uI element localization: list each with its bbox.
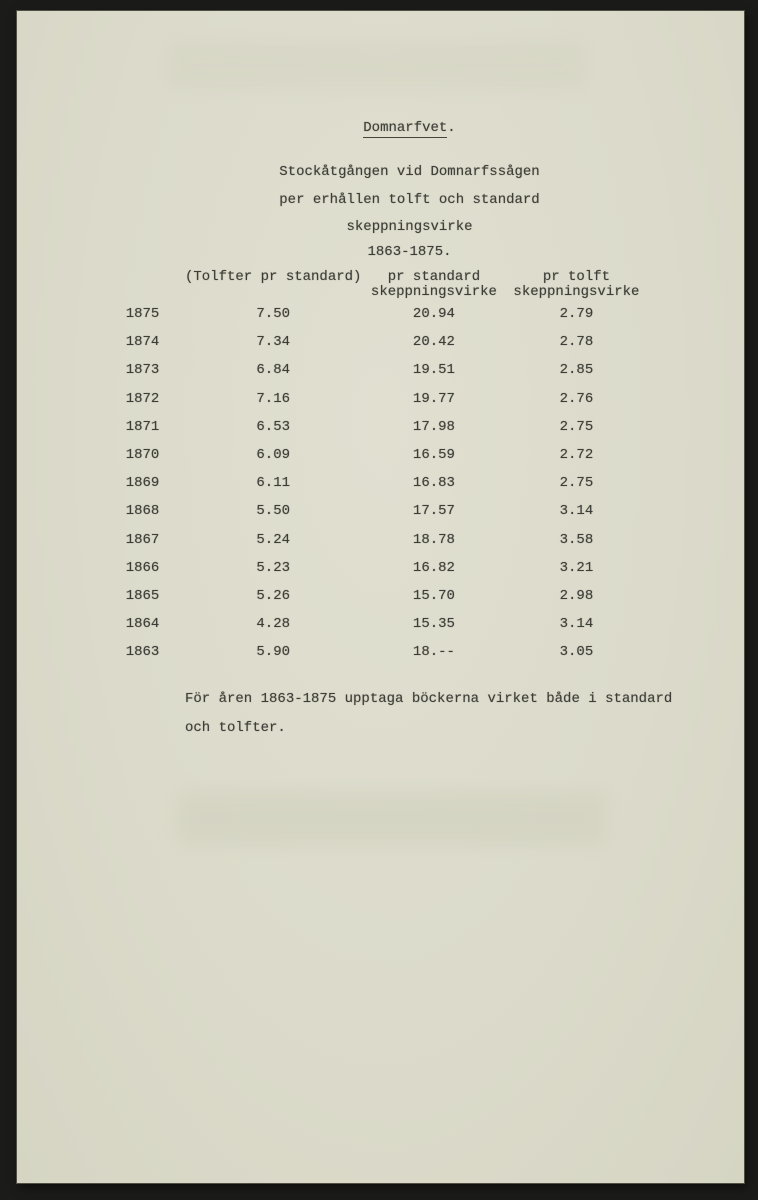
- table-row: [100, 554, 646, 582]
- pr-standard-cell: 18.78: [412, 531, 455, 548]
- year-cell: 1872: [125, 390, 160, 407]
- pr-tolft-cell: 2.75: [559, 475, 594, 492]
- table-row: [100, 385, 646, 413]
- table-row: [100, 328, 646, 356]
- table-row: [100, 413, 646, 441]
- pr-tolft-cell: 3.05: [559, 644, 594, 661]
- tolfter-cell: 7.16: [256, 390, 291, 407]
- pr-standard-cell: 15.70: [412, 587, 455, 604]
- pr-standard-cell: 19.51: [412, 362, 455, 379]
- tolfter-cell: 4.28: [256, 616, 291, 633]
- pr-standard-cell: 20.94: [412, 306, 455, 323]
- table-row: [100, 469, 646, 497]
- pr-standard-cell: 20.42: [412, 334, 455, 351]
- tolfter-cell: 6.09: [256, 447, 291, 464]
- pr-tolft-cell: 2.79: [559, 306, 594, 323]
- header-tolfter-pr-standard: (Tolfter pr standard): [185, 269, 362, 285]
- subtitle-line-4: 1863-1875.: [367, 244, 452, 260]
- pr-standard-cell: 15.35: [412, 616, 455, 633]
- footnote-line-1: För åren 1863-1875 upptaga böckerna virket både i standard: [185, 691, 673, 707]
- tolfter-cell: 7.50: [256, 306, 291, 323]
- document-page: [17, 11, 744, 1183]
- year-cell: 1875: [125, 306, 160, 323]
- header-year: [100, 270, 185, 300]
- year-cell: 1868: [125, 503, 160, 520]
- table-row: [100, 356, 646, 384]
- table-row: [100, 610, 646, 638]
- pr-tolft-cell: 2.85: [559, 362, 594, 379]
- stock-usage-table: [100, 270, 646, 666]
- pr-standard-cell: 16.82: [412, 559, 455, 576]
- tolfter-cell: 5.23: [256, 559, 291, 576]
- pr-standard-cell: 18.--: [412, 644, 455, 661]
- year-cell: 1865: [125, 587, 160, 604]
- header-pr-standard: pr standard skeppningsvirke: [370, 269, 497, 300]
- year-cell: 1870: [125, 447, 160, 464]
- pr-standard-cell: 17.98: [412, 418, 455, 435]
- tolfter-cell: 6.53: [256, 418, 291, 435]
- pr-tolft-cell: 3.14: [559, 616, 594, 633]
- year-cell: 1867: [125, 531, 160, 548]
- ink-bleed-through: [167, 41, 587, 91]
- subtitle-line-1: Stockåtgången vid Domnarfssågen: [279, 164, 540, 180]
- pr-tolft-cell: 3.21: [559, 559, 594, 576]
- page-title-period: .: [447, 120, 456, 136]
- tolfter-cell: 5.50: [256, 503, 291, 520]
- pr-standard-cell: 19.77: [412, 390, 455, 407]
- table-row: [100, 582, 646, 610]
- table-row: [100, 300, 646, 328]
- header-pr-tolft: pr tolft skeppningsvirke: [513, 269, 640, 300]
- year-cell: 1874: [125, 334, 160, 351]
- pr-standard-cell: 17.57: [412, 503, 455, 520]
- subtitle-line-2: per erhållen tolft och standard: [279, 192, 540, 208]
- pr-tolft-cell: 3.14: [559, 503, 594, 520]
- tolfter-cell: 6.84: [256, 362, 291, 379]
- tolfter-cell: 5.26: [256, 587, 291, 604]
- pr-standard-cell: 16.83: [412, 475, 455, 492]
- ink-bleed-through: [177, 791, 607, 846]
- table-row: [100, 638, 646, 666]
- year-cell: 1863: [125, 644, 160, 661]
- year-cell: 1869: [125, 475, 160, 492]
- tolfter-cell: 5.90: [256, 644, 291, 661]
- table-row: [100, 441, 646, 469]
- table-row: [100, 497, 646, 525]
- page-title: [17, 121, 744, 138]
- pr-tolft-cell: 2.78: [559, 334, 594, 351]
- pr-tolft-cell: 2.76: [559, 390, 594, 407]
- pr-standard-cell: 16.59: [412, 447, 455, 464]
- tolfter-cell: 6.11: [256, 475, 291, 492]
- pr-tolft-cell: 2.98: [559, 587, 594, 604]
- year-cell: 1873: [125, 362, 160, 379]
- page-title-text: Domnarfvet: [363, 120, 448, 136]
- pr-tolft-cell: 2.75: [559, 418, 594, 435]
- year-cell: 1864: [125, 616, 160, 633]
- pr-tolft-cell: 2.72: [559, 447, 594, 464]
- year-cell: 1866: [125, 559, 160, 576]
- table-header: [100, 270, 646, 300]
- footnote-line-2: och tolfter.: [185, 720, 286, 736]
- year-cell: 1871: [125, 418, 160, 435]
- tolfter-cell: 5.24: [256, 531, 291, 548]
- tolfter-cell: 7.34: [256, 334, 291, 351]
- pr-tolft-cell: 3.58: [559, 531, 594, 548]
- footnote: [185, 685, 672, 743]
- subtitle-line-3: skeppningsvirke: [346, 219, 473, 235]
- table-row: [100, 526, 646, 554]
